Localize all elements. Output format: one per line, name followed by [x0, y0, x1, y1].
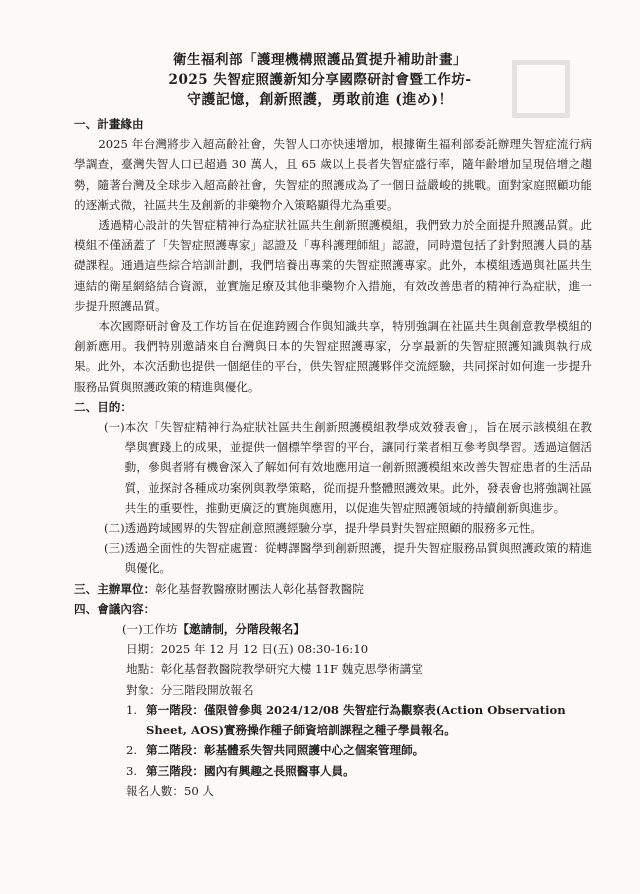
section3-heading: 三、主辦單位：: [74, 581, 156, 596]
phase-text: 第三階段：國內有興趣之長照醫事人員。: [146, 763, 355, 778]
purpose-item: [104, 518, 592, 538]
section1-heading: 一、計畫緣由: [74, 117, 144, 131]
phase-number: 1.: [126, 702, 138, 717]
workshop-date: 日期：2025 年 12 月 12 日(五) 08:30-16:10: [126, 642, 369, 657]
section2-heading: 二、目的：: [74, 399, 132, 414]
section1-paragraph: 2025 年台灣將步入超高齡社會，失智人口亦快速增加，根據衛生福利部委託辦理失智症流行病學調查，臺灣失智人口已超過 30 萬人，且 65 歲以上長者失智症盛行率，隨年齡增加呈現倍增之趨勢，隨著台灣及全球步入超高齡社會，失智症的照護成為了一個日益嚴峻的挑戰。面對家庭照顧功能的逐漸式微，社區共生及創新的非藥物介入策略顯得尤為重要。: [74, 137, 592, 212]
section1-paragraph: 透過精心設計的失智症精神行為症狀社區共生創新照護模組，我們致力於全面提升照護品質。此模組不僅涵蓋了「失智症照護專家」認證及「專科護理師組」認證，同時還包括了針對照護人員的基礎課程。通過這些綜合培訓計劃，我們培養出專業的失智症照護專家。此外，本模組透過與社區共生連結的衛星網絡結合資源，並實施足療及其他非藥物介入措施，有效改善患者的精神行為症狀，進一步提升照護品質。: [74, 218, 592, 313]
workshop-quota: 報名人數：50 人: [126, 783, 215, 798]
purpose-text: 本次「失智症精神行為症狀社區共生創新照護模組教學成效發表會」，旨在展示該模組在教學與實踐上的成果，並提供一個標竿學習的平台，讓同行業者相互參考與學習。透過這個活動，參與者將有機會深入了解如何有效地應用這一創新照護模組來改善失智症患者的生活品質，並探討各種成功案例與教學策略，從而提升整體照護效果。此外，發表會也將強調社區共生的重要性，推動更廣泛的實施與應用，以促進失智症照護領域的持續創新與進步。: [124, 420, 592, 515]
phase-item: [126, 740, 592, 760]
section1-paragraph: 本次國際研討會及工作坊旨在促進跨國合作與知識共享，特別強調在社區共生與創意教學模組的創新應用。我們特別邀請來自台灣與日本的失智症照護專家，分享最新的失智症照護知識與執行成果。此外，本次活動也提供一個絕佳的平台，供失智症照護夥伴交流經驗，共同探討如何進一步提升服務品質與照護政策的精進與優化。: [74, 319, 592, 394]
doc-title-line3: 守護記憶，創新照護，勇敢前進 (進め)！: [186, 92, 454, 108]
phase-number: 2.: [126, 743, 138, 758]
purpose-number: (二): [104, 521, 125, 536]
doc-title-line2: 2025 失智症照護新知分享國際研討會暨工作坊-: [168, 72, 472, 88]
workshop-audience: 對象：分三階段開放報名: [126, 682, 254, 697]
document-body: [74, 114, 592, 801]
workshop-label: (一)工作坊: [122, 622, 178, 637]
organizer-name: 彰化基督教醫療財團法人彰化基督教醫院: [155, 581, 364, 596]
purpose-text: 透過全面性的失智症處置：從轉譯醫學到創新照護，提升失智症服務品質與照護政策的精進與優化。: [124, 541, 592, 576]
phase-item: [126, 700, 592, 740]
purpose-number: (一): [104, 420, 125, 435]
phase-number: 3.: [126, 763, 138, 778]
phase-text: 第二階段：彰基體系失智共同照護中心之個案管理師。: [146, 743, 425, 758]
section3-row: [74, 579, 592, 599]
purpose-number: (三): [104, 541, 125, 556]
workshop-place: 地點：彰化基督教醫院教學研究大樓 11F 魏克思學術講堂: [126, 662, 423, 677]
workshop-heading: [122, 619, 592, 639]
workshop-note: 【邀請制，分階段報名】: [177, 622, 305, 637]
purpose-item: [104, 538, 592, 578]
doc-title-line1: 衛生福利部「護理機構照護品質提升補助計畫」: [173, 52, 467, 68]
purpose-text: 透過跨域國界的失智症創意照護經驗分享，提升學員對失智症照顧的服務多元性。: [124, 521, 543, 536]
section4-heading: 四、會議內容：: [74, 601, 156, 616]
purpose-item: [104, 417, 592, 518]
phase-item: [126, 761, 592, 781]
phase-text: 第一階段：僅限曾參與 2024/12/08 失智症行為觀察表(Action Observation Sheet, AOS)實務操作種子師資培訓課程之種子學員報名。: [146, 702, 566, 738]
